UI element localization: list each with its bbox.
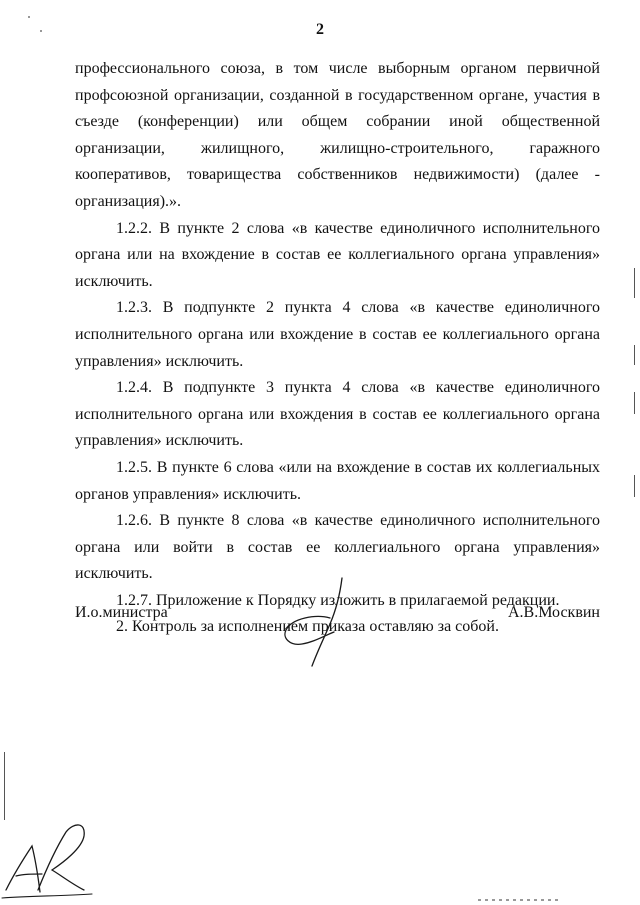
scan-artifact: [4, 752, 5, 820]
scan-artifact: [634, 392, 635, 414]
paragraph-1-2-7: 1.2.7. Приложение к Порядку изложить в прилагаемой редакции.: [116, 591, 560, 609]
handwritten-initials: [0, 818, 96, 900]
scan-artifact: [634, 268, 635, 298]
scan-artifact: [28, 16, 30, 18]
paragraph-continuation: профессионального союза, в том числе выборным органом первичной профсоюзной организации, созданной в государственном органе, участия в съезде (конференции) или общем собрании иной общественной организации, жилищного, жилищно-строительного, гаражного кооперативов, товарищества собственников недвижимости) (далее - организация).».: [75, 60, 600, 210]
paragraph-1-2-6: 1.2.6. В пункте 8 слова «в качестве единоличного исполнительного органа или войти в состав ее коллегиального органа управления» исключить.: [75, 512, 600, 583]
paragraph-1-2-4: 1.2.4. В подпункте 3 пункта 4 слова «в качестве единоличного исполнительного органа или вхождения в состав ее коллегиального органа управления» исключить.: [75, 379, 600, 450]
scan-artifact: [40, 30, 42, 32]
signatory-title: И.о.министра: [75, 604, 168, 621]
scan-artifact: [478, 899, 558, 901]
scan-artifact: [634, 475, 635, 497]
paragraph-2: 2. Контроль за исполнением приказа оставляю за собой.: [116, 618, 499, 636]
page-number: 2: [316, 21, 324, 38]
document-body: [75, 56, 600, 641]
paragraph-1-2-5: 1.2.5. В пункте 6 слова «или на вхождение в состав их коллегиальных органов управления» исключить.: [75, 458, 600, 503]
signatory-name: А.В.Москвин: [507, 604, 600, 621]
paragraph-1-2-3: 1.2.3. В подпункте 2 пункта 4 слова «в качестве единоличного исполнительного органа или вхождение в состав ее коллегиального органа управления» исключить.: [75, 299, 600, 370]
scan-artifact: [634, 345, 635, 365]
handwritten-signature: [278, 574, 358, 674]
paragraph-1-2-2: 1.2.2. В пункте 2 слова «в качестве единоличного исполнительного органа или на вхождение в состав ее коллегиального органа управления» исключить.: [75, 219, 600, 290]
